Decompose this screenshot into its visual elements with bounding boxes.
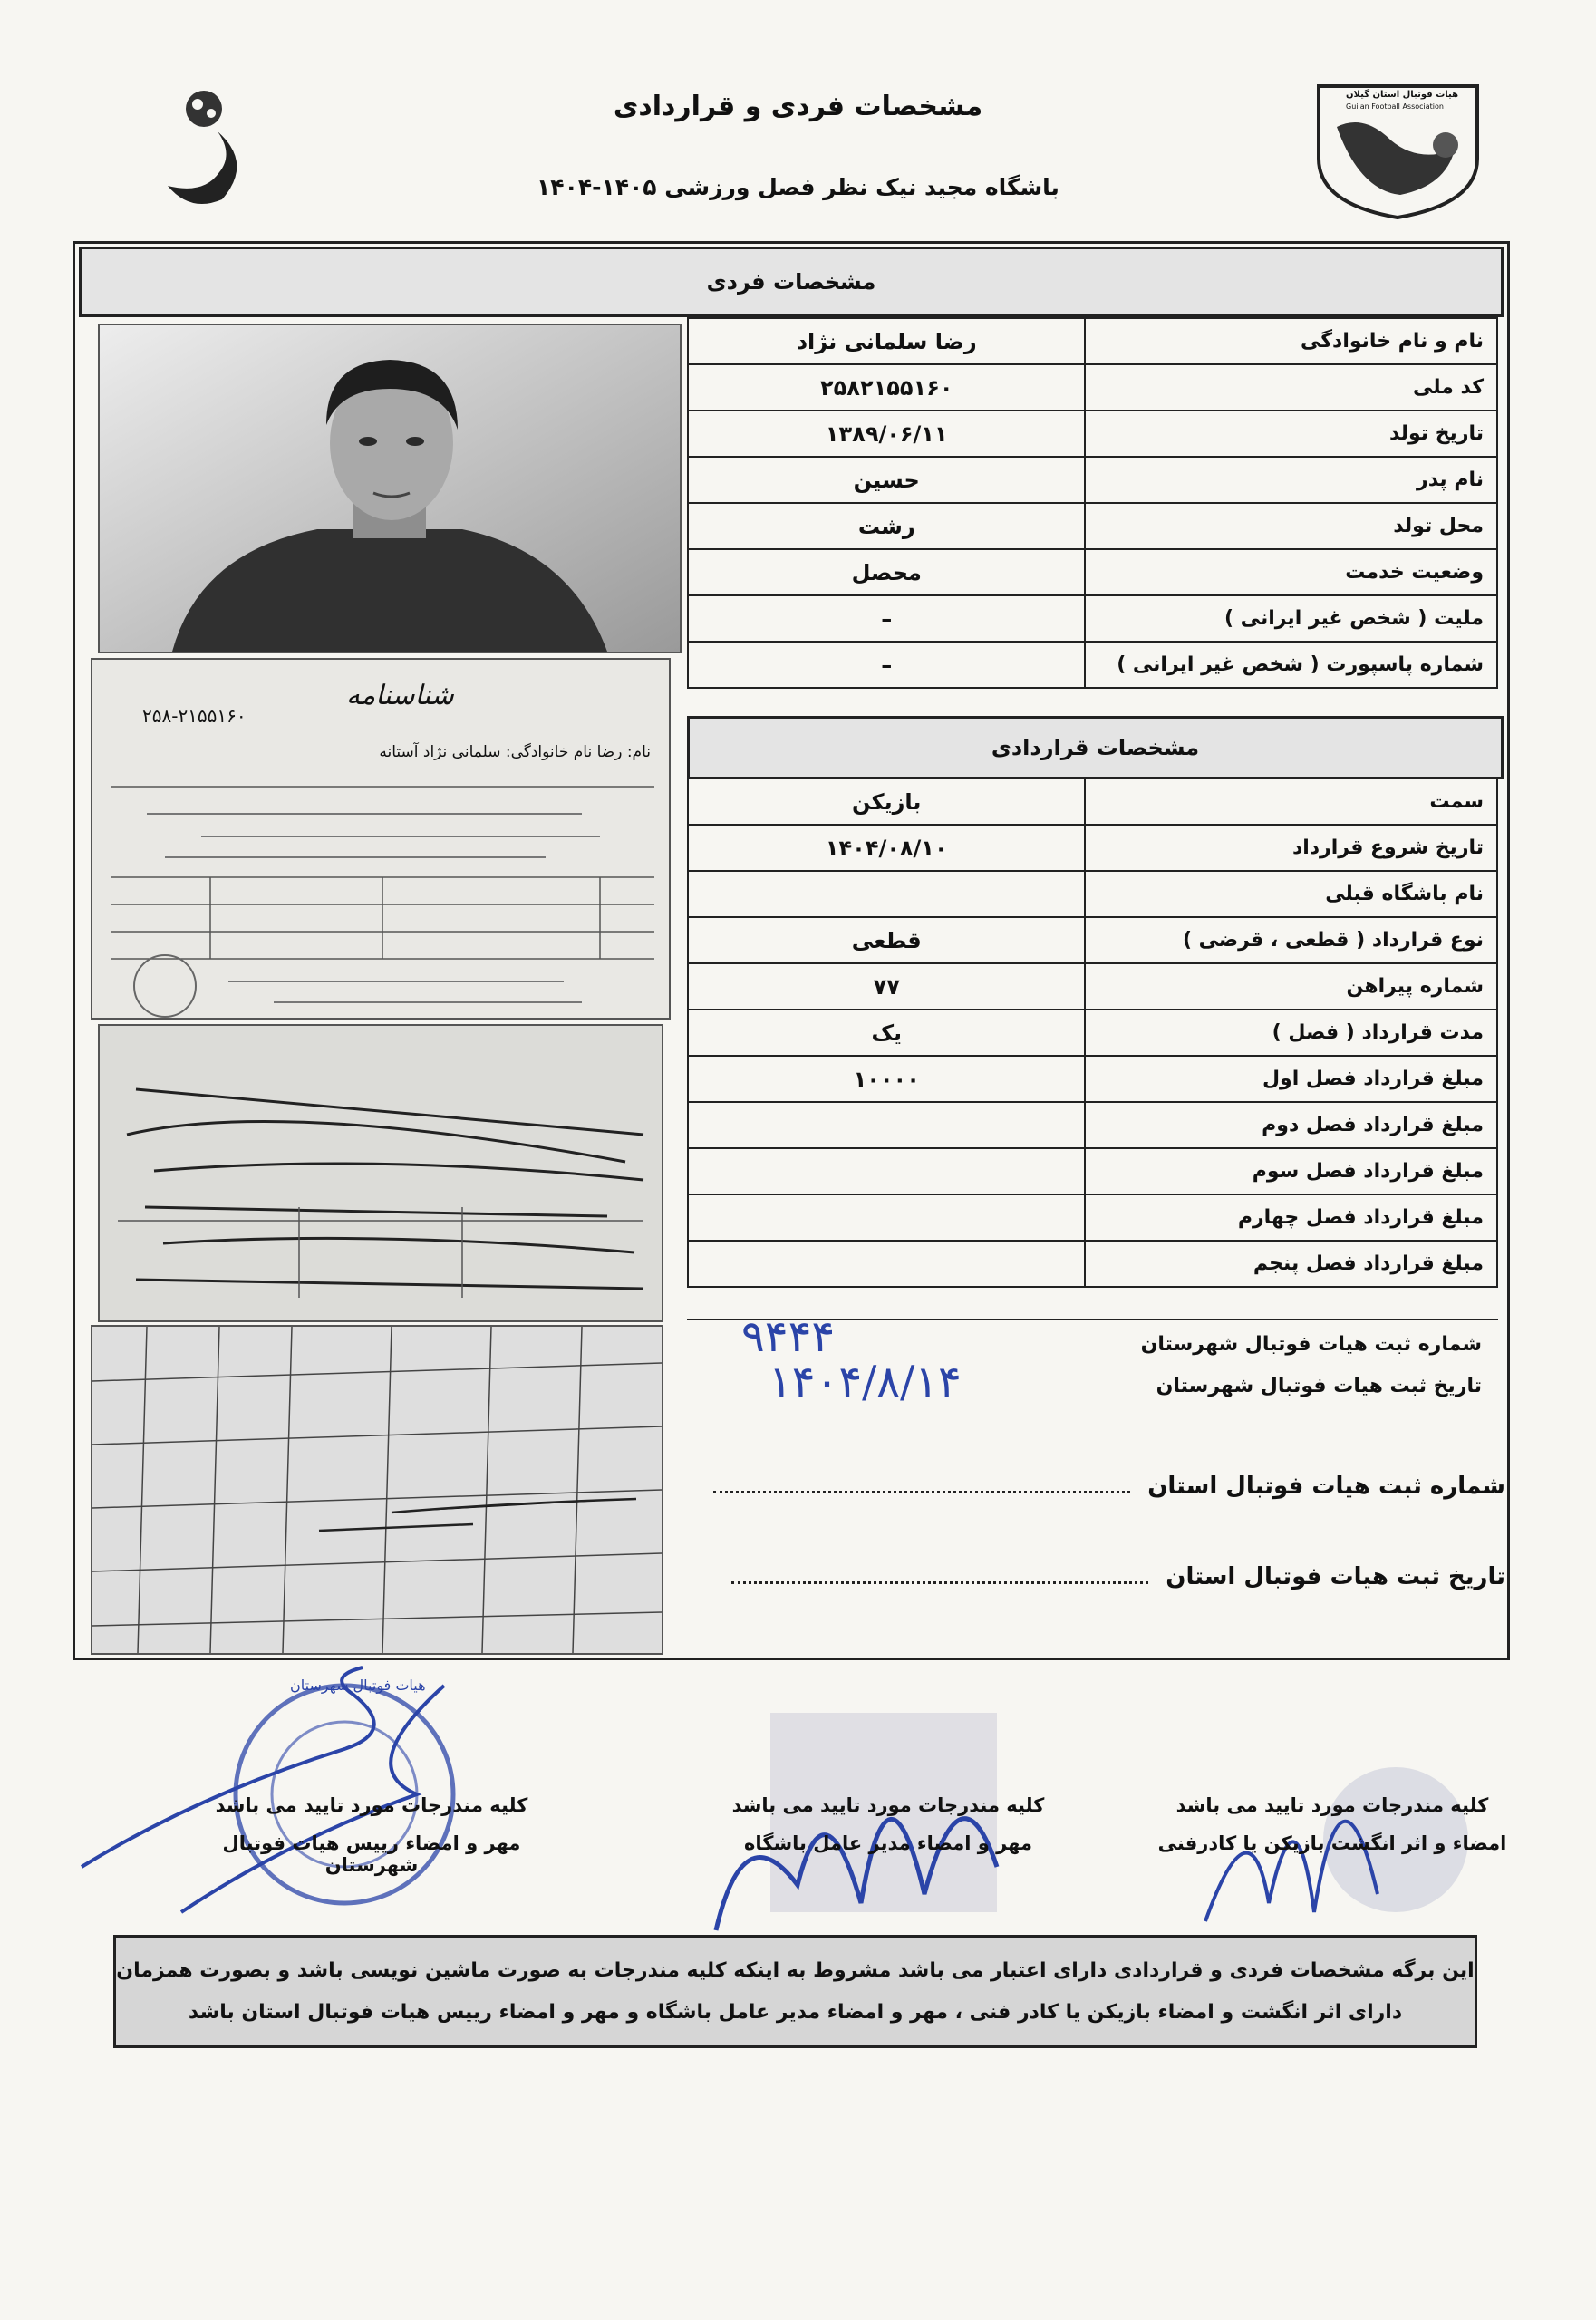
contract-field-row: [688, 1241, 1497, 1287]
contract-field-row: [688, 963, 1497, 1010]
personal-field-row: [688, 318, 1497, 364]
contract-field-row: [688, 778, 1497, 825]
contract-field-label: مبلغ قرارداد فصل چهارم: [1085, 1194, 1497, 1241]
city-registration-date-handwritten: ۱۴۰۴/۸/۱۴: [769, 1357, 962, 1407]
personal-field-value[interactable]: محصل: [688, 549, 1085, 595]
contract-field-row: [688, 1010, 1497, 1056]
contract-field-value[interactable]: [688, 1241, 1085, 1287]
id-document-heading: شناسنامه: [346, 680, 454, 711]
personal-field-value[interactable]: ۲۵۸۲۱۵۵۱۶۰: [688, 364, 1085, 411]
province-registration-number: [713, 1473, 1505, 1500]
personal-field-row: [688, 595, 1497, 642]
federation-logo-subtext: Guilan Football Association: [1346, 102, 1444, 111]
contract-field-value[interactable]: بازیکن: [688, 778, 1085, 825]
personal-field-label: محل تولد: [1085, 503, 1497, 549]
personal-field-value[interactable]: رشت: [688, 503, 1085, 549]
personal-info-table: [687, 317, 1498, 689]
city-signature-line1: کلیه مندرجات مورد تایید می باشد: [215, 1794, 528, 1816]
personal-field-label: نام پدر: [1085, 457, 1497, 503]
contract-field-row: [688, 1102, 1497, 1148]
player-signature-caption: [1156, 1794, 1509, 1854]
personal-field-value[interactable]: –: [688, 642, 1085, 688]
province-registration-number-label: شماره ثبت هیات فوتبال استان: [1147, 1473, 1505, 1500]
contract-field-value[interactable]: [688, 1148, 1085, 1194]
contract-field-value[interactable]: [688, 1194, 1085, 1241]
contract-field-value[interactable]: یک: [688, 1010, 1085, 1056]
city-signature-caption: [181, 1794, 562, 1876]
footer-note-line1: این برگه مشخصات فردی و قراردادی دارای اعتبار می باشد مشروط به اینکه کلیه مندرجات به صورت ماشین نویسی باشد و بصورت همزمان: [116, 1959, 1475, 1982]
contract-field-value[interactable]: [688, 871, 1085, 917]
id-document-serial: ۲۵۸-۲۱۵۵۱۶۰: [142, 705, 247, 727]
personal-field-label: تاریخ تولد: [1085, 411, 1497, 457]
contract-field-label: شماره پیراهن: [1085, 963, 1497, 1010]
contract-field-label: سمت: [1085, 778, 1497, 825]
contract-field-row: [688, 917, 1497, 963]
personal-section-title: مشخصات فردی: [79, 246, 1504, 317]
province-registration-date: [731, 1563, 1505, 1590]
contract-field-row: [688, 1056, 1497, 1102]
contract-field-row: [688, 871, 1497, 917]
city-stamp-text: هیات فوتبال شهرستان: [290, 1677, 426, 1694]
personal-field-row: [688, 364, 1497, 411]
federation-logo-text: هیات فوتبال استان گیلان: [1346, 90, 1459, 100]
city-signature-line2: مهر و امضاء رییس هیات فوتبال شهرستان: [222, 1832, 521, 1876]
city-registration-date-label: تاریخ ثبت هیات فوتبال شهرستان: [1156, 1375, 1482, 1397]
personal-field-row: [688, 549, 1497, 595]
club-signature-line1: کلیه مندرجات مورد تایید می باشد: [731, 1794, 1045, 1816]
federation-logo: [1310, 77, 1486, 222]
personal-field-label: ملیت ( شخص غیر ایرانی ): [1085, 595, 1497, 642]
player-photo: [98, 324, 682, 653]
contract-field-row: [688, 825, 1497, 871]
contract-field-row: [688, 1148, 1497, 1194]
contract-field-value[interactable]: ۱۰۰۰۰: [688, 1056, 1085, 1102]
player-signature-line1: کلیه مندرجات مورد تایید می باشد: [1175, 1794, 1489, 1816]
id-document-scan: [91, 658, 671, 1020]
page-title: مشخصات فردی و قراردادی: [613, 91, 983, 122]
city-registration-block: [687, 1311, 1498, 1420]
contract-section-title: مشخصات قراردادی: [687, 716, 1504, 779]
personal-field-row: [688, 457, 1497, 503]
birth-record-scan: [98, 1024, 663, 1322]
province-registration-number-blank[interactable]: [713, 1482, 1130, 1494]
personal-field-value[interactable]: –: [688, 595, 1085, 642]
contract-info-table: [687, 778, 1498, 1288]
personal-field-label: کد ملی: [1085, 364, 1497, 411]
club-signature-caption: [716, 1794, 1060, 1854]
province-registration-date-blank[interactable]: [731, 1572, 1148, 1584]
personal-field-row: [688, 642, 1497, 688]
club-signature-line2: مهر و امضاء مدیر عامل باشگاه: [743, 1832, 1033, 1854]
page-subtitle: باشگاه مجید نیک نظر فصل ورزشی ۱۴۰۵-۱۴۰۴: [537, 174, 1059, 200]
contract-field-label: نام باشگاه قبلی: [1085, 871, 1497, 917]
contract-field-row: [688, 1194, 1497, 1241]
contract-field-label: مبلغ قرارداد فصل سوم: [1085, 1148, 1497, 1194]
contract-field-label: مبلغ قرارداد فصل اول: [1085, 1056, 1497, 1102]
city-registration-number-handwritten: ۹۴۴۴: [741, 1311, 836, 1362]
archive-ledger-scan: [91, 1325, 663, 1655]
personal-field-value[interactable]: رضا سلمانی نژاد: [688, 318, 1085, 364]
id-document-name-line: نام: رضا نام خانوادگی: سلمانی نژاد آستانه: [379, 743, 651, 761]
footer-note-line2: دارای اثر انگشت و امضاء بازیکن یا کادر فنی ، مهر و امضاء مدیر عامل باشگاه و مهر و امضاء رییس هیات فوتبال استان باشد: [188, 2001, 1403, 2024]
footer-note: [113, 1935, 1477, 2048]
contract-field-value[interactable]: ۱۴۰۴/۰۸/۱۰: [688, 825, 1085, 871]
personal-field-label: وضعیت خدمت: [1085, 549, 1497, 595]
province-registration-date-label: تاریخ ثبت هیات فوتبال استان: [1166, 1563, 1505, 1590]
personal-field-label: شماره پاسپورت ( شخص غیر ایرانی ): [1085, 642, 1497, 688]
city-registration-number-label: شماره ثبت هیات فوتبال شهرستان: [1140, 1333, 1482, 1356]
contract-field-value[interactable]: ۷۷: [688, 963, 1085, 1010]
contract-field-label: مدت قرارداد ( فصل ): [1085, 1010, 1497, 1056]
personal-field-row: [688, 503, 1497, 549]
contract-field-label: مبلغ قرارداد فصل دوم: [1085, 1102, 1497, 1148]
personal-field-value[interactable]: حسین: [688, 457, 1085, 503]
personal-field-label: نام و نام خانوادگی: [1085, 318, 1497, 364]
personal-field-value[interactable]: ۱۳۸۹/۰۶/۱۱: [688, 411, 1085, 457]
player-signature-line2: امضاء و اثر انگشت بازیکن یا کادرفنی: [1157, 1832, 1507, 1854]
contract-field-label: نوع قرارداد ( قطعی ، قرضی ): [1085, 917, 1497, 963]
contract-field-label: تاریخ شروع قرارداد: [1085, 825, 1497, 871]
contract-field-value[interactable]: قطعی: [688, 917, 1085, 963]
personal-field-row: [688, 411, 1497, 457]
contract-field-label: مبلغ قرارداد فصل پنجم: [1085, 1241, 1497, 1287]
contract-field-value[interactable]: [688, 1102, 1085, 1148]
